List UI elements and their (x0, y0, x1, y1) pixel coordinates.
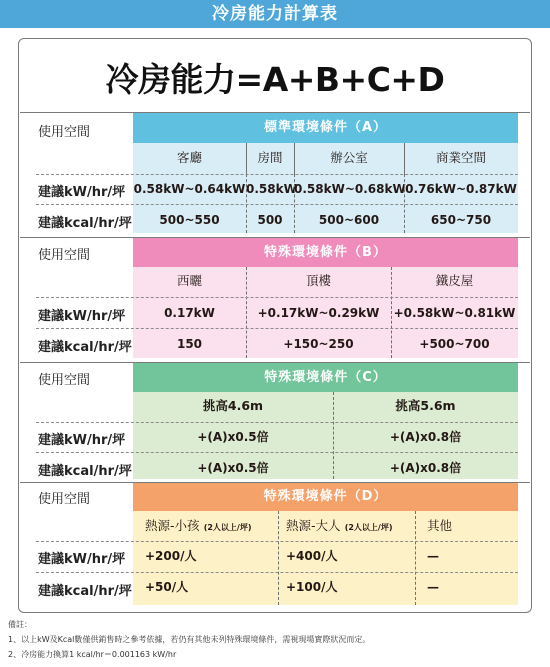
col-top-floor: 頂樓 (305, 273, 331, 288)
col-bedroom: 房間 (257, 150, 283, 165)
space-label: 使用空間 (38, 492, 91, 507)
col-heat-adult (278, 516, 415, 538)
d-kw-value: +400/人 (286, 549, 338, 563)
col-divider (415, 511, 416, 605)
kw-label: 建議kW/hr/坪 (38, 433, 126, 448)
col-divider (333, 392, 334, 479)
heat-adult-note: (2人以上/坪) (344, 523, 393, 532)
d-kcal-value: +50/人 (145, 580, 189, 594)
page-title: 冷房能力計算表 (212, 4, 338, 24)
a-kw-value: 0.58kW~0.68kW (294, 182, 406, 196)
col-divider (246, 267, 247, 358)
kcal-label: 建議kcal/hr/坪 (38, 464, 132, 479)
space-label: 使用空間 (38, 248, 91, 263)
row-divider (36, 541, 518, 542)
space-label: 使用空間 (38, 125, 91, 140)
heat-adult-label: 熱源-大人 (286, 518, 341, 533)
a-kcal-value: 500~600 (318, 213, 380, 227)
col-office: 辦公室 (330, 150, 368, 165)
col-heat-child (133, 516, 278, 538)
d-kw-value: — (427, 549, 439, 563)
b-kw-value: +0.17kW~0.29kW (257, 306, 380, 320)
heat-child-label: 熱源-小孩 (145, 518, 200, 533)
page-title-bar (0, 0, 550, 28)
row-divider (36, 297, 518, 298)
section-d-header: 特殊環境條件（D） (133, 483, 518, 511)
row-divider (36, 422, 518, 423)
a-kw-value: 0.58kW~0.64kW (133, 182, 246, 196)
col-divider (391, 267, 392, 358)
b-kcal-value: +150~250 (283, 337, 354, 351)
b-kcal-value: +500~700 (419, 337, 490, 351)
b-kcal-value: 150 (176, 337, 203, 351)
section-b-header: 特殊環境條件（B） (133, 238, 518, 267)
col-other (415, 516, 518, 536)
col-divider (404, 143, 405, 174)
a-kcal-value: 500~550 (159, 213, 220, 227)
row-divider (36, 204, 518, 205)
kcal-label: 建議kcal/hr/坪 (38, 584, 132, 599)
row-divider (36, 174, 518, 175)
col-height-5-6m: 挑高5.6m (395, 398, 456, 413)
col-iron-house: 鐵皮屋 (435, 273, 474, 288)
b-kw-value: +0.58kW~0.81kW (393, 306, 516, 320)
section-a-header: 標準環境條件（A） (133, 113, 518, 143)
col-living-room: 客廳 (176, 150, 202, 165)
b-kw-value: 0.17kW (164, 306, 215, 320)
c-kw-value: +(A)x0.5倍 (197, 430, 269, 444)
d-kcal-value: +100/人 (286, 580, 338, 594)
col-divider (246, 143, 247, 174)
c-kw-value: +(A)x0.8倍 (389, 430, 462, 444)
kcal-label: 建議kcal/hr/坪 (38, 340, 132, 355)
a-kcal-value: 500 (257, 213, 283, 227)
notes-line-2: 2、冷房能力換算1 kcal/hr＝0.001163 kW/hr (8, 650, 177, 659)
kw-label: 建議kW/hr/坪 (38, 309, 126, 324)
notes-heading: 備註： (8, 620, 32, 629)
kw-label: 建議kW/hr/坪 (38, 185, 126, 200)
row-divider (36, 452, 518, 453)
col-divider (278, 511, 279, 605)
other-label: 其他 (427, 518, 453, 533)
notes-line-1: 1、以上kW及Kcal數僅供銷售時之參考依據，若仍有其他未列特殊環境條件，需視現場實際狀況而定。 (8, 635, 371, 644)
heat-child-note: (2人以上/坪) (203, 523, 252, 532)
a-kcal-value: 650~750 (430, 213, 492, 227)
col-west-sun: 西曬 (176, 273, 202, 288)
d-kcal-value: — (427, 580, 439, 594)
c-kcal-value: +(A)x0.8倍 (389, 461, 462, 475)
row-divider (36, 328, 518, 329)
col-divider (294, 143, 295, 174)
d-kw-value: +200/人 (145, 549, 197, 563)
section-c-header: 特殊環境條件（C） (133, 363, 518, 392)
space-label: 使用空間 (38, 373, 91, 388)
a-kw-value: 0.76kW~0.87kW (405, 182, 517, 196)
kw-label: 建議kW/hr/坪 (38, 552, 126, 567)
col-height-4-6m: 挑高4.6m (202, 398, 264, 413)
cooling-formula: 冷房能力=A+B+C+D (105, 60, 445, 99)
col-commercial: 商業空間 (435, 150, 486, 165)
c-kcal-value: +(A)x0.5倍 (197, 461, 269, 475)
a-kw-value: 0.58kW (246, 182, 297, 196)
kcal-label: 建議kcal/hr/坪 (38, 216, 132, 231)
row-divider (36, 572, 518, 573)
